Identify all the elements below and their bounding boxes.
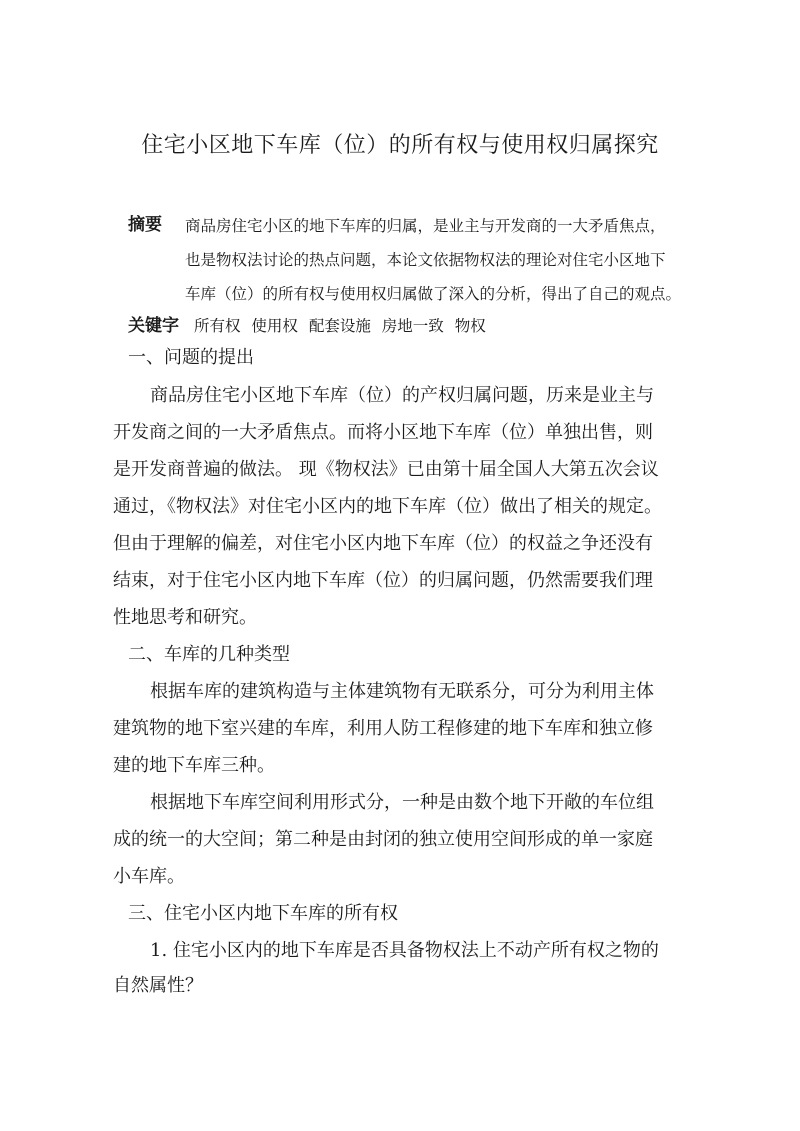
paragraph-line: 建筑物的地下室兴建的车库，利用人防工程修建的地下车库和独立修 (113, 718, 653, 739)
paragraph-line: 自然属性？ (113, 975, 203, 996)
paragraph-line: 建的地下车库三种。 (113, 755, 275, 776)
paragraph-line: 根据车库的建筑构造与主体建筑物有无联系分，可分为利用主体 (150, 681, 654, 702)
paragraph-line: 通过，《物权法》对住宅小区内的地下车库（位）做出了相关的规定。 (113, 496, 662, 517)
paragraph-line: 根据地下车库空间利用形式分，一种是由数个地下开敞的车位组 (150, 792, 654, 813)
paragraph-line: 成的统一的大空间；第二种是由封闭的独立使用空间形成的单一家庭 (113, 829, 653, 850)
paragraph-line: 结束，对于住宅小区内地下车库（位）的归属问题，仍然需要我们理 (113, 570, 653, 591)
keyword: 房地一致 (381, 317, 444, 335)
keywords-row (128, 312, 492, 340)
paragraph-line: 性地思考和研究。 (113, 607, 257, 628)
section-heading: 三、住宅小区内地下车库的所有权 (128, 903, 398, 924)
paragraph-line: 商品房住宅小区地下车库（位）的产权归属问题，历来是业主与 (150, 385, 654, 406)
abstract-line: 商品房住宅小区的地下车库的归属，是业主与开发商的一大矛盾焦点， (185, 217, 666, 235)
section-heading: 二、车库的几种类型 (128, 644, 290, 665)
keyword: 配套设施 (308, 317, 371, 335)
document-title: 住宅小区地下车库（位）的所有权与使用权归属探究 (141, 133, 659, 158)
paragraph-line: 开发商之间的一大矛盾焦点。而将小区地下车库（位）单独出售，则 (113, 422, 653, 443)
keyword: 使用权 (251, 317, 298, 335)
abstract-line: 车库（位）的所有权与使用权归属做了深入的分析，得出了自己的观点。 (185, 285, 682, 303)
keyword: 所有权 (193, 317, 241, 335)
paragraph-line: 小车库。 (113, 866, 185, 887)
abstract-line: 也是物权法讨论的热点问题，本论文依据物权法的理论对住宅小区地下 (185, 251, 666, 269)
paragraph-line: 1. 住宅小区内的地下车库是否具备物权法上不动产所有权之物的 (150, 940, 659, 961)
paragraph-line: 是开发商普遍的做法。 现《物权法》已由第十届全国人大第五次会议 (113, 459, 659, 480)
keyword: 物权 (454, 317, 486, 335)
section-heading: 一、问题的提出 (128, 347, 254, 368)
paragraph-line: 但由于理解的偏差，对住宅小区内地下车库（位）的权益之争还没有 (113, 533, 653, 554)
abstract-label: 摘要 (128, 215, 162, 235)
keywords-label: 关键字 (128, 316, 179, 336)
